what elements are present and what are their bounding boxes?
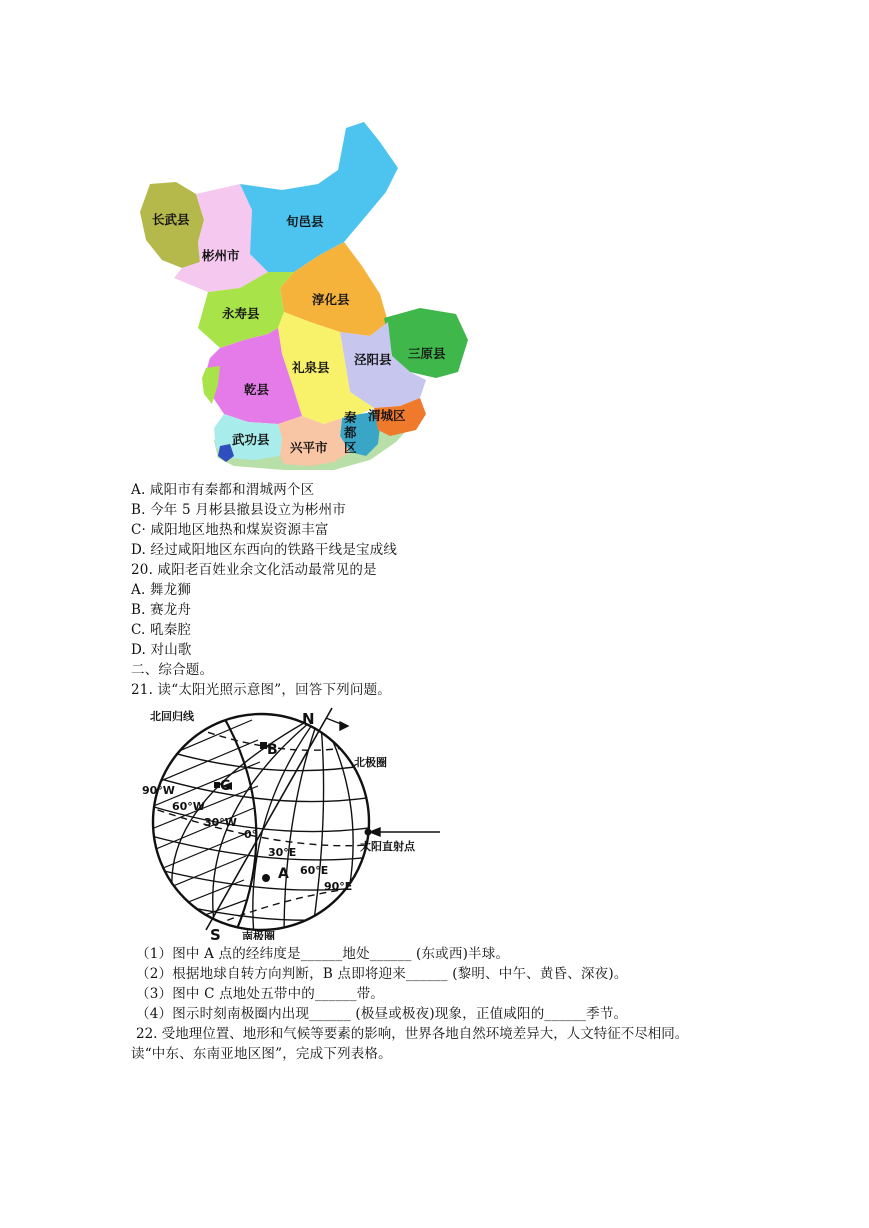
section-2-heading: 二、综合题。 — [131, 662, 214, 678]
label-arctic-circle: 北极圈 — [354, 756, 387, 769]
q19-option-d: D. 经过咸阳地区东西向的铁路干线是宝成线 — [131, 542, 398, 558]
label-90e: 90°E — [324, 880, 353, 893]
label-subsolar-point: 太阳直射点 — [360, 840, 415, 853]
label-wugong: 武功县 — [232, 432, 270, 447]
q21-stem: 21. 读“太阳光照示意图”，回答下列问题。 — [131, 682, 391, 698]
label-60w: 60°W — [172, 800, 205, 813]
q22-stem-line-2: 读“中东、东南亚地区图”，完成下列表格。 — [131, 1046, 392, 1062]
q19-option-b: B. 今年 5 月彬县撤县设立为彬州市 — [131, 502, 346, 518]
sunlight-globe-figure — [134, 704, 444, 940]
label-0: 0° — [244, 828, 258, 841]
q20-option-b: B. 赛龙舟 — [131, 602, 192, 618]
label-30e: 30°E — [268, 846, 297, 859]
subsolar-point-marker — [365, 829, 372, 836]
map-region-xunyi — [240, 122, 398, 272]
label-point-c: C — [220, 778, 231, 794]
q20-stem: 20. 咸阳老百姓业余文化活动最常见的是 — [131, 562, 377, 578]
label-point-b: B — [267, 742, 278, 758]
q19-option-a: A. 咸阳市有秦都和渭城两个区 — [131, 482, 315, 498]
label-sanyuan: 三原县 — [408, 346, 446, 361]
q20-option-c: C. 吼秦腔 — [131, 622, 192, 638]
q21-sub-2: （2）根据地球自转方向判断，B 点即将迎来______ (黎明、中午、黄昏、深夜)。 — [136, 966, 628, 982]
label-weicheng: 渭城区 — [368, 408, 406, 423]
label-antarctic-circle: 南极圈 — [242, 930, 275, 940]
label-tropic-cancer: 北回归线 — [150, 710, 194, 723]
label-xunyi: 旬邑县 — [286, 214, 324, 229]
label-south: S — [210, 926, 221, 940]
label-xingping: 兴平市 — [290, 440, 328, 455]
q21-sub-1: （1）图中 A 点的经纬度是______地处______ (东或西)半球。 — [136, 946, 510, 962]
label-qindu-2: 都 — [344, 425, 357, 440]
xianyang-map — [134, 122, 470, 476]
label-point-a: A — [278, 866, 289, 882]
globe-grid — [144, 704, 382, 936]
q20-option-d: D. 对山歌 — [131, 642, 192, 658]
label-changwu: 长武县 — [152, 212, 190, 227]
q21-sub-3: （3）图中 C 点地处五带中的______带。 — [136, 986, 385, 1002]
label-qindu-1: 秦 — [344, 410, 357, 425]
point-b-marker — [260, 742, 267, 749]
q22-stem-line-1: 22. 受地理位置、地形和气候等要素的影响，世界各地自然环境差异大，人文特征不尽相同。 — [136, 1026, 689, 1042]
q19-option-c: C· 咸阳地区地热和煤炭资源丰富 — [131, 522, 329, 538]
label-60e: 60°E — [300, 864, 329, 877]
label-qindu-3: 区 — [344, 440, 357, 455]
north-arrow-icon — [326, 718, 348, 730]
label-jingyang: 泾阳县 — [354, 352, 392, 367]
label-north: N — [302, 710, 315, 728]
label-liquan: 礼泉县 — [292, 360, 330, 375]
label-30w: 30°W — [204, 816, 237, 829]
label-chunhua: 淳化县 — [312, 292, 350, 307]
sunlight-arrow-icon — [370, 828, 440, 836]
label-yongshou: 永寿县 — [222, 306, 260, 321]
label-90w: 90°W — [142, 784, 175, 797]
label-qianxian: 乾县 — [244, 382, 270, 397]
label-binzhou: 彬州市 — [202, 248, 240, 263]
point-a-marker — [262, 874, 270, 882]
q21-sub-4: （4）图示时刻南极圈内出现______ (极昼或极夜)现象，正值咸阳的______季节。 — [136, 1006, 628, 1022]
q20-option-a: A. 舞龙狮 — [131, 582, 192, 598]
